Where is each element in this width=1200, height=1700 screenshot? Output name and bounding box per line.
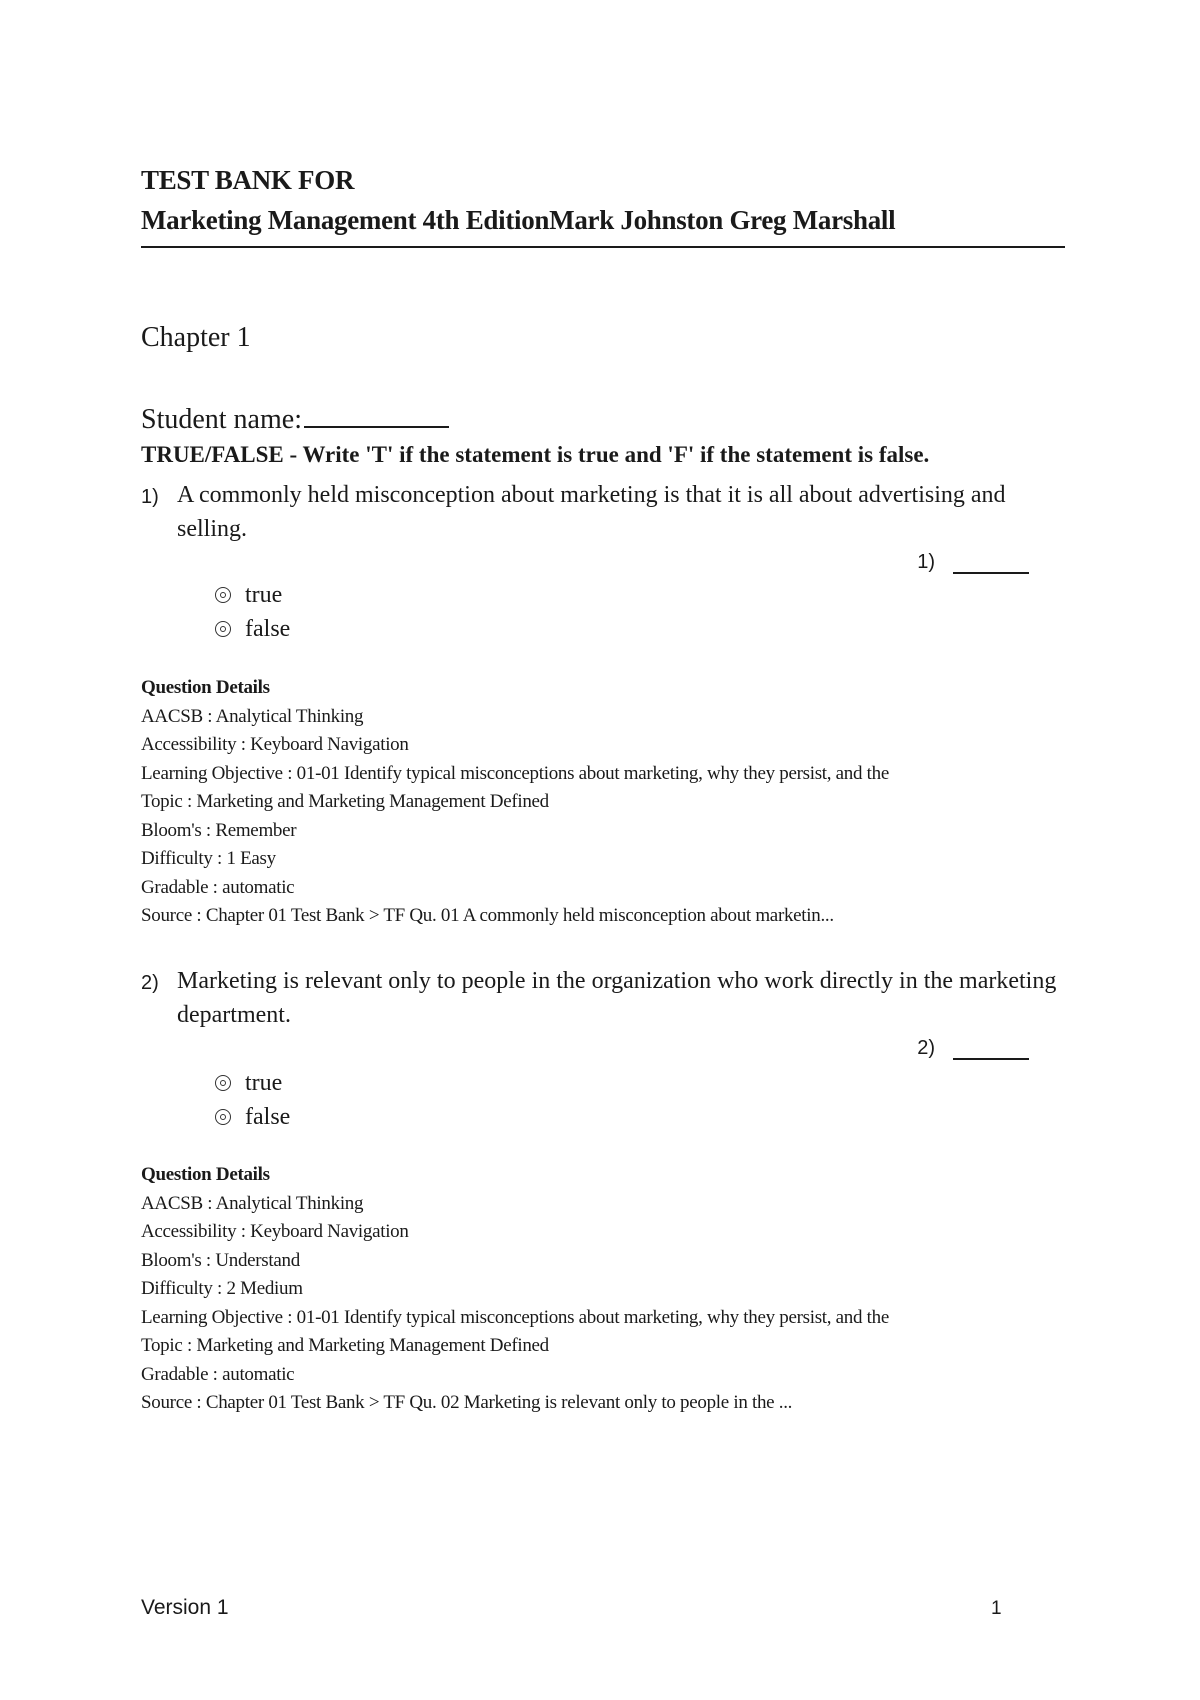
header-title: TEST BANK FOR [141,165,355,195]
question-2 [141,964,1071,1424]
footer-version: Version 1 [141,1596,229,1619]
answer-line [917,550,1071,574]
detail-line: Source : Chapter 01 Test Bank > TF Qu. 01 A commonly held misconception about marketin... [141,905,834,926]
radio-icon[interactable] [215,587,231,603]
student-name-label: Student name: [141,404,302,435]
footer-page-number: 1 [991,1598,1002,1619]
detail-line: Difficulty : 1 Easy [141,848,276,869]
answer-blank[interactable] [953,550,1029,574]
student-name-blank[interactable] [304,402,449,428]
detail-line: Learning Objective : 01-01 Identify typical misconceptions about marketing, why they persist, and the [141,1306,889,1328]
question-1 [141,478,1071,938]
option-label: false [245,1103,291,1130]
student-name-field [141,402,449,436]
question-details [141,1161,889,1418]
radio-icon[interactable] [215,1075,231,1091]
radio-icon[interactable] [215,1109,231,1125]
detail-line: Bloom's : Understand [141,1249,300,1271]
answer-number: 1) [917,551,935,573]
detail-line: Difficulty : 2 Medium [141,1278,303,1299]
detail-line: Gradable : automatic [141,1363,295,1385]
section-instructions: TRUE/FALSE - Write 'T' if the statement is true and 'F' if the statement is false. [141,442,930,467]
question-row [141,478,1071,546]
question-number: 2) [141,972,159,994]
answer-number: 2) [917,1037,935,1059]
detail-line: AACSB : Analytical Thinking [141,705,364,727]
detail-line: Topic : Marketing and Marketing Management Defined [141,791,549,812]
answer-blank[interactable] [953,1036,1029,1060]
detail-line: Bloom's : Remember [141,819,297,841]
answer-options [215,578,290,646]
detail-line: Learning Objective : 01-01 Identify typical misconceptions about marketing, why they persist, and the [141,762,889,784]
question-text: A commonly held misconception about marketing is that it is all about advertising and selling. [177,482,1006,542]
detail-line: AACSB : Analytical Thinking [141,1192,364,1214]
detail-line: Topic : Marketing and Marketing Management Defined [141,1335,549,1356]
option-label: false [245,615,291,642]
answer-options [215,1066,290,1134]
detail-line: Accessibility : Keyboard Navigation [141,1221,409,1242]
option-false[interactable] [215,612,290,646]
answer-line [917,1036,1071,1060]
question-details-title: Question Details [141,1164,270,1185]
question-number: 1) [141,486,159,508]
question-details [141,674,889,931]
option-true[interactable] [215,1066,290,1100]
option-label: true [245,581,283,608]
option-false[interactable] [215,1100,290,1134]
question-details-title: Question Details [141,677,270,698]
document-header [141,160,1065,248]
question-row [141,964,1071,1032]
detail-line: Accessibility : Keyboard Navigation [141,734,409,755]
option-true[interactable] [215,578,290,612]
detail-line: Source : Chapter 01 Test Bank > TF Qu. 02 Marketing is relevant only to people in the ... [141,1392,793,1413]
radio-icon[interactable] [215,621,231,637]
header-book-title: Marketing Management 4th EditionMark Johnston Greg Marshall [141,205,896,235]
option-label: true [245,1069,283,1096]
question-text: Marketing is relevant only to people in the organization who work directly in the marketing department. [177,968,1057,1028]
detail-line: Gradable : automatic [141,876,295,898]
chapter-heading: Chapter 1 [141,322,251,353]
